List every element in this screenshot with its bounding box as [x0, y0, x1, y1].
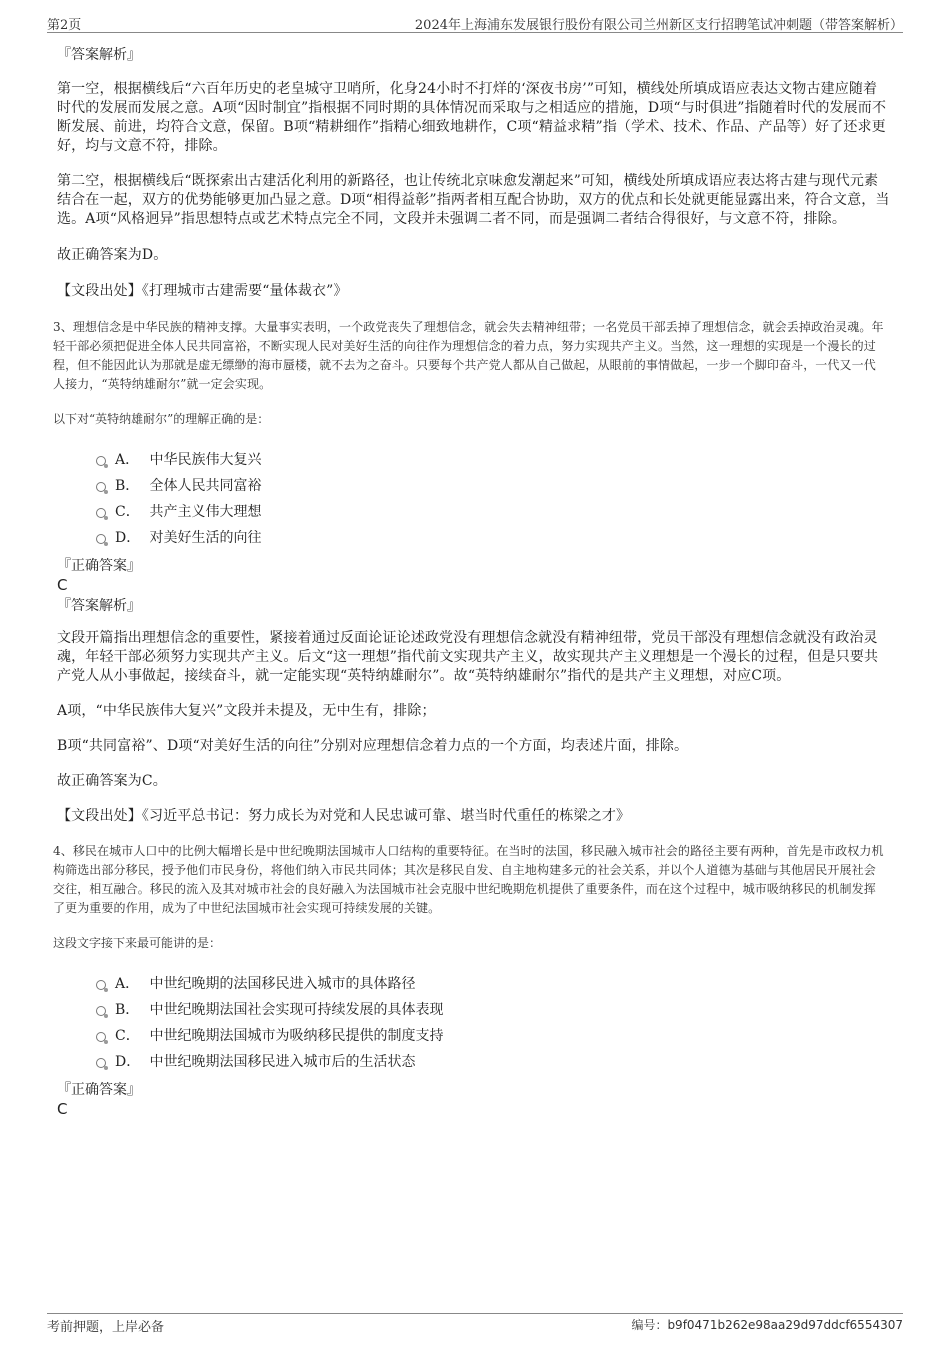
source-citation: 【文段出处】《习近平总书记：努力成长为对党和人民忠诚可靠、堪当时代重任的栋梁之才》 — [57, 808, 631, 824]
radio-icon[interactable] — [96, 456, 106, 466]
radio-icon[interactable] — [96, 1032, 106, 1042]
page-number: 第2页 — [47, 18, 82, 33]
correct-answer-label: 『正确答案』 — [57, 558, 141, 574]
option-list — [57, 447, 890, 551]
question-text: 3、理想信念是中华民族的精神支撑。大量事实表明，一个政党丧失了理想信念，就会失去精神纽带；一名党员干部丢掉了理想信念，就会丢掉政治灵魂。年轻干部必须把促进全体人民共同富裕，不断实现人民对美好生活的向往作为理想信念的着力点，努力实现共产主义。当然，这一理想的实现是一个漫长的过程，但不能因此认为那就是虚无缥缈的海市蜃楼，就不去为之奋斗。只要每个共产党人都从自己做起，从眼前的事情做起，一步一个脚印奋斗，一代又一代人接力，“英特纳雄耐尔”就一定会实现。 — [53, 320, 884, 391]
correct-answer-label: 『正确答案』 — [57, 1082, 141, 1098]
radio-icon[interactable] — [96, 980, 106, 990]
question-prompt: 这段文字接下来最可能讲的是： — [53, 936, 222, 950]
option-a[interactable] — [57, 971, 890, 997]
option-key: C． — [115, 1028, 140, 1044]
option-d[interactable] — [57, 525, 890, 551]
option-key: A． — [115, 976, 140, 992]
option-key: D． — [115, 530, 141, 546]
source-citation: 【文段出处】《打理城市古建需要“量体裁衣”》 — [57, 283, 348, 299]
option-text: 全体人民共同富裕 — [149, 478, 262, 494]
analysis-paragraph: A项，“中华民族伟大复兴”文段并未提及，无中生有，排除； — [57, 703, 436, 719]
option-d[interactable] — [57, 1049, 890, 1075]
analysis-paragraph: 第一空，根据横线后“六百年历史的老皇城守卫哨所，化身24小时不打烊的‘深夜书房’”可知，横线处所填成语应表达文物古建应随着时代的发展而发展之意。A项“因时制宜”指根据不同时期的具体情况而采取与之相适应的措施，D项“与时俱进”指随着时代的发展而不断发展、前进，均符合文意，保留。B项“精耕细作”指精心细致地耕作，C项“精益求精”指（学术、技术、作品、产品等）好了还求更好，均与文意不符，排除。 — [57, 81, 887, 154]
document-title: 2024年上海浦东发展银行股份有限公司兰州新区支行招聘笔试冲刺题（带答案解析） — [414, 18, 903, 33]
option-text: 对美好生活的向往 — [149, 530, 262, 546]
correct-answer: C — [57, 1100, 68, 1118]
option-text: 中世纪晚期法国社会实现可持续发展的具体表现 — [149, 1002, 444, 1018]
radio-icon[interactable] — [96, 1058, 106, 1068]
option-list — [57, 971, 890, 1075]
option-key: C． — [115, 504, 140, 520]
option-text: 中华民族伟大复兴 — [149, 452, 262, 468]
option-text: 中世纪晚期的法国移民进入城市的具体路径 — [149, 976, 416, 992]
correct-answer: C — [57, 576, 68, 594]
page-footer — [47, 1313, 903, 1334]
option-b[interactable] — [57, 473, 890, 499]
document-id: 编号：b9f0471b262e98aa29d97ddcf6554307 — [631, 1318, 903, 1332]
option-a[interactable] — [57, 447, 890, 473]
option-b[interactable] — [57, 997, 890, 1023]
radio-icon[interactable] — [96, 508, 106, 518]
analysis-conclusion: 故正确答案为C。 — [57, 773, 167, 789]
option-text: 共产主义伟大理想 — [149, 504, 262, 520]
document-body — [53, 46, 890, 1118]
analysis-paragraph: 文段开篇指出理想信念的重要性，紧接着通过反面论证论述政党没有理想信念就没有精神纽带，党员干部没有理想信念就没有政治灵魂，年轻干部必须努力实现共产主义。后文“这一理想”指代前文实现共产主义，故实现共产主义理想是一个漫长的过程，但是只要共产党人从小事做起，接续奋斗，就一定能实现“英特纳雄耐尔”。故“英特纳雄耐尔”指代的是共产主义理想，对应C项。 — [57, 630, 879, 684]
radio-icon[interactable] — [96, 482, 106, 492]
option-key: D． — [115, 1054, 141, 1070]
option-key: A． — [115, 452, 140, 468]
analysis-label: 『答案解析』 — [57, 47, 141, 63]
radio-icon[interactable] — [96, 1006, 106, 1016]
analysis-paragraph: B项“共同富裕”、D项“对美好生活的向往”分别对应理想信念着力点的一个方面，均表述片面，排除。 — [57, 738, 689, 754]
question-text: 4、移民在城市人口中的比例大幅增长是中世纪晚期法国城市人口结构的重要特征。在当时的法国，移民融入城市社会的路径主要有两种，首先是市政权力机构筛选出部分移民，授予他们市民身份，将他们纳入市民共同体；其次是移民自发、自主地构建多元的社会关系，并以个人道德为基础与其他居民开展社会交往，相互融合。移民的流入及其对城市社会的良好融入为法国城市社会克服中世纪晚期危机提供了重要条件，而在这个过程中，城市吸纳移民的机制发挥了更为重要的作用，成为了中世纪法国城市社会实现可持续发展的关键。 — [53, 844, 884, 915]
option-text: 中世纪晚期法国城市为吸纳移民提供的制度支持 — [149, 1028, 444, 1044]
option-c[interactable] — [57, 499, 890, 525]
question-prompt: 以下对“英特纳雄耐尔”的理解正确的是： — [53, 412, 270, 426]
option-key: B． — [115, 478, 140, 494]
option-text: 中世纪晚期法国移民进入城市后的生活状态 — [149, 1054, 416, 1070]
analysis-paragraph: 第二空，根据横线后“既探索出古建活化利用的新路径，也让传统北京味愈发潮起来”可知，横线处所填成语应表达将古建与现代元素结合在一起，双方的优势能够更加凸显之意。D项“相得益彰”指两者相互配合协助，双方的优点和长处就更能显露出来，符合文意，当选。A项“风格迥异”指思想特点或艺术特点完全不同，文段并未强调二者不同，而是强调二者结合得很好，与文意不符，排除。 — [57, 173, 890, 227]
option-c[interactable] — [57, 1023, 890, 1049]
footer-slogan: 考前押题，上岸必备 — [47, 1320, 165, 1335]
analysis-label: 『答案解析』 — [57, 598, 141, 614]
radio-icon[interactable] — [96, 534, 106, 544]
page-header — [47, 12, 903, 33]
option-key: B． — [115, 1002, 140, 1018]
analysis-conclusion: 故正确答案为D。 — [57, 247, 168, 263]
